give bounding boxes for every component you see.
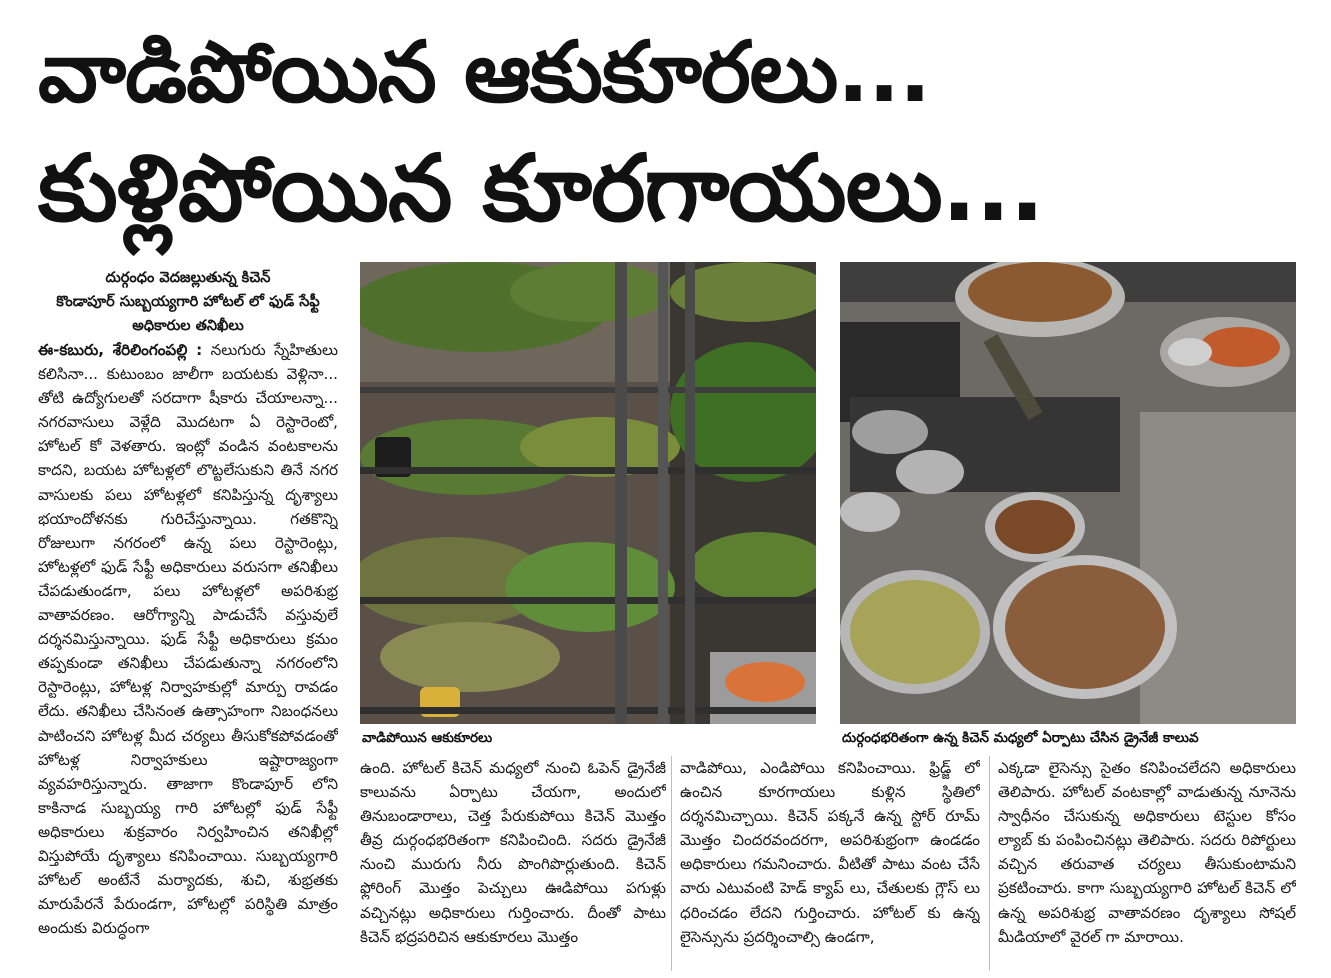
column-1-body	[38, 338, 338, 940]
article-column-3: వాడిపోయి, ఎండిపోయి కనిపించాయి. ఫ్రిడ్జ్ లో ఉంచిన కూరగాయలు కుళ్లిన స్థితిలో దర్శనమిచ్చాయి. కిచెన్ పక్కనే ఉన్న స్టోర్ రూమ్ మొత్తం చిందరవందరగా, అపరిశుభ్రంగా ఉండడం అధికారులు గమనించారు. వీటితో పాటు వంట చేసే వారు ఎటువంటి హెడ్ క్యాప్ లు, చేతులకు గ్లౌస్ లు ధరించడం లేదని గుర్తించారు. హోటల్ కు ఉన్న లైసెన్సును ప్రదర్శించాల్సి ఉండగా,	[680, 759, 980, 946]
kicker-line-3: అధికారుల తనిఖీలు	[132, 318, 244, 334]
kicker-line-2: కొండాపూర్ సుబ్బయ్యగారి హోటల్ లో ఫుడ్ సేఫ్టీ	[56, 294, 320, 310]
column-divider	[671, 756, 672, 971]
left-photo-caption: వాడిపోయిన ఆకుకూరలు	[362, 730, 493, 746]
kitchen-drain-illustration	[840, 262, 1296, 724]
article-column-4: ఎక్కడా లైసెన్సు సైతం కనిపించలేదని అధికారులు తెలిపారు. హోటల్ వంటకాల్లో వాడుతున్న నూనెను స్వాధీనం చేసుకున్న అధికారులు టెస్టుల కోసం ల్యాబ్ కు పంపించినట్లు తెలిపారు. సదరు రిపోర్టులు వచ్చిన తరువాత చర్యలు తీసుకుంటామని ప్రకటించారు. కాగా సుబ్బయ్యగారి హోటల్ కిచెన్ లో ఉన్న అపరిశుభ్ర వాతావరణం దృశ్యాలు సోషల్ మీడియాలో వైరల్ గా మారాయి.	[998, 759, 1296, 946]
article-column-1	[38, 266, 338, 966]
article-column-2: ఉంది. హోటల్ కిచెన్ మధ్యలో నుంచి ఓపెన్ డ్రైనేజీ కాలువను ఏర్పాటు చేయగా, అందులో తినుబండారాలు, చెత్త పేరుకుపోయి కిచెన్ మొత్తం తీవ్ర దుర్గంధభరితంగా కనిపించింది. సదరు డ్రైనేజీ నుంచి మురుగు నీరు పొంగిపొర్లుతుంది. కిచెన్ ఫ్లోరింగ్ మొత్తం పెచ్చులు ఊడిపోయి పగుళ్లు వచ్చినట్లు అధికారులు గుర్తించారు. దీంతో పాటు కిచెన్ భద్రపరిచిన ఆకుకూరలు మొత్తం	[360, 759, 666, 946]
wilted-greens-illustration	[360, 262, 816, 724]
dateline: ఈ-కబురు, శేరిలింగంపల్లి :	[38, 341, 203, 359]
column-1-text: నలుగురు స్నేహితులు కలిసినా... కుటుంబం జాలీగా బయటకు వెళ్లినా... తోటి ఉద్యోగులతో సరదాగా షీకారు చేయాలన్నా... నగరవాసులు వెళ్లేది మొదటగా ఏ రెస్టారెంటో, హోటల్ కో వెళతారు. ఇంట్లో వండిన వంటకాలను కాదని, బయట హోటళ్లలో లొట్టలేసుకుని తినే నగర వాసులకు పలు హోటళ్లలో కనిపిస్తున్న దృశ్యాలు భయాందోళనకు గురిచేస్తున్నాయి. గతకొన్ని రోజులుగా నగరంలో ఉన్న పలు రెస్టారెంట్లు, హోటళ్లలో ఫుడ్ సేఫ్టీ అధికారులు వరుసగా తనిఖీలు చేపడుతుండగా, పలు హోటళ్లలో అపరిశుభ్ర వాతావరణం. ఆరోగ్యాన్ని పాడుచేసే వస్తువులే దర్శనమిస్తున్నాయి. ఫుడ్ సేఫ్టీ అధికారులు క్రమం తప్పకుండా తనిఖీలు చేపడుతున్నా నగరంలోని రెస్టారెంట్లు, హోటళ్ల నిర్వాహకుల్లో మార్పు రావడం లేదు. తనిఖీలు చేసినంత ఉత్సాహంగా నిబంధనలు పాటించని హోటళ్ల మీద చర్యలు తీసుకోకపోవడంతో హోటళ్ల నిర్వాహకులు ఇష్టారాజ్యంగా వ్యవహరిస్తున్నారు. తాజాగా కొండాపూర్ లోని కాకినాడ సుబ్బయ్య గారి హోటల్లో ఫుడ్ సేఫ్టీ అధికారులు శుక్రవారం నిర్వహించిన తనిఖీల్లో విస్తుపోయే దృశ్యాలు కనిపించాయి. సుబ్బయ్యగారి హోటల్ అంటేనే మర్యాదకు, శుచి, శుభ్రతకు మారుపేరనే పేరుండగా, హోటల్లో పరిస్థితి మాత్రం అందుకు విరుద్ధంగా	[38, 341, 338, 938]
column-divider	[989, 756, 990, 971]
headline-line-2: కుళ్లిపోయిన కూరగాయలు...	[38, 135, 1044, 242]
kicker-line-1: దుర్గంధం వెదజల్లుతున్న కిచెన్	[105, 270, 271, 286]
kitchen-drain-photo	[840, 262, 1296, 724]
wilted-greens-photo	[360, 262, 816, 724]
right-photo-caption: దుర్గంధభరితంగా ఉన్న కిచెన్ మధ్యలో ఏర్పాటు చేసిన డ్రైనేజీ కాలువ	[842, 730, 1199, 746]
headline-line-1: వాడిపోయిన ఆకుకూరలు...	[38, 23, 931, 121]
kicker	[38, 266, 338, 338]
